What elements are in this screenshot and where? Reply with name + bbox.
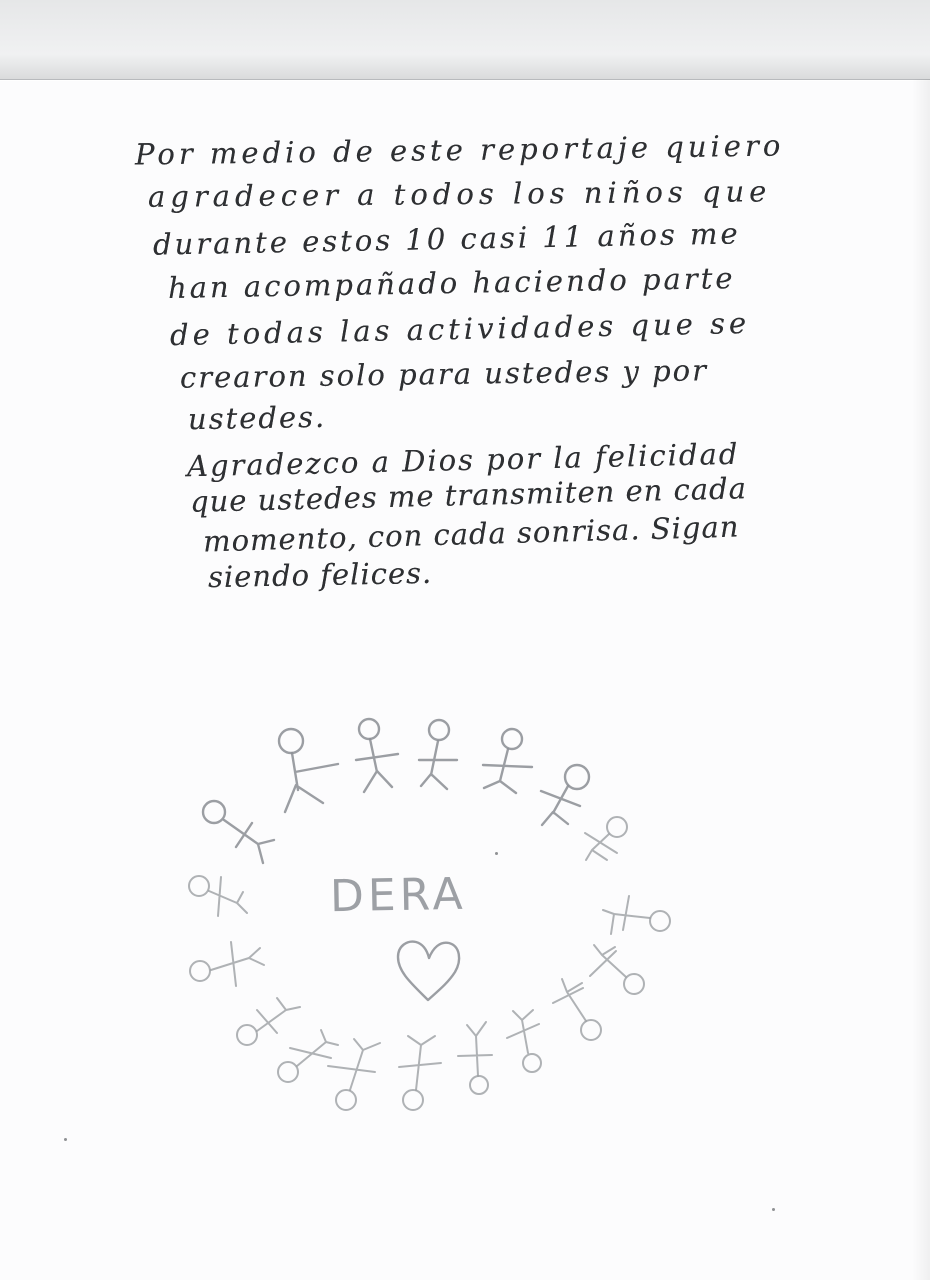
letter-line-11: siendo felices. [207,555,433,595]
letter-line-5: de todas las actividades que se [169,305,751,353]
letter-line-3: durante estos 10 casi 11 años me [152,216,741,262]
paper-speck [772,1208,775,1211]
scan-background-edge [0,0,930,80]
letter-line-6: crearon solo para ustedes y por [179,353,709,395]
paper-speck [64,1138,67,1141]
letter-line-8: Agradezco a Dios por la felicidad [186,436,740,484]
pencil-speck [495,852,498,855]
letter-line-2: agradecer a todos los niños que [147,174,772,214]
letter-line-4: han acompañado haciendo parte [167,261,736,305]
letter-line-10: momento, con cada sonrisa. Sigan [202,509,740,559]
dera-label: DERA [329,868,468,923]
letter-line-9: que ustedes me transmiten en cada [189,471,748,519]
letter-line-1: Por medio de este reportaje quiero [134,128,785,172]
paper-edge-shadow [912,79,930,1280]
letter-line-7: ustedes. [187,399,327,437]
paper-sheet [0,79,930,1280]
